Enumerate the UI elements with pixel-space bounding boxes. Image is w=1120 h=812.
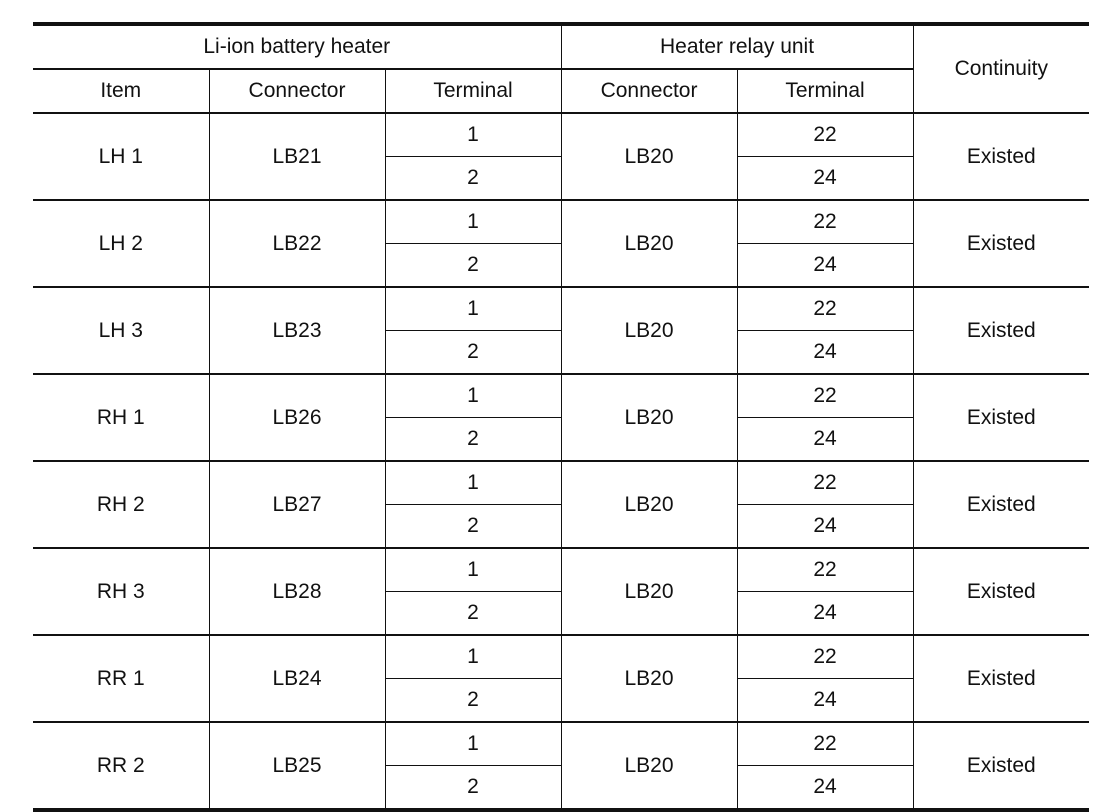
battery-terminal-cell: 1 — [385, 113, 561, 157]
battery-terminal-cell: 1 — [385, 461, 561, 505]
battery-connector-cell: LB25 — [209, 722, 385, 810]
relay-connector-cell: LB20 — [561, 722, 737, 810]
relay-terminal-cell: 22 — [737, 287, 913, 331]
battery-terminal-cell: 1 — [385, 722, 561, 766]
table-row — [33, 635, 1089, 679]
header-continuity: Continuity — [913, 24, 1089, 113]
table-body — [33, 113, 1089, 810]
relay-terminal-cell: 22 — [737, 113, 913, 157]
item-cell: LH 2 — [33, 200, 209, 287]
continuity-cell: Existed — [913, 635, 1089, 722]
relay-connector-cell: LB20 — [561, 287, 737, 374]
battery-connector-cell: LB27 — [209, 461, 385, 548]
relay-connector-cell: LB20 — [561, 461, 737, 548]
relay-terminal-cell: 22 — [737, 374, 913, 418]
continuity-cell: Existed — [913, 374, 1089, 461]
continuity-cell: Existed — [913, 287, 1089, 374]
battery-terminal-cell: 2 — [385, 505, 561, 549]
header-battery-terminal: Terminal — [385, 69, 561, 113]
battery-terminal-cell: 2 — [385, 157, 561, 201]
battery-connector-cell: LB26 — [209, 374, 385, 461]
battery-connector-cell: LB28 — [209, 548, 385, 635]
item-cell: RH 3 — [33, 548, 209, 635]
battery-terminal-cell: 2 — [385, 331, 561, 375]
battery-terminal-cell: 1 — [385, 287, 561, 331]
continuity-cell: Existed — [913, 548, 1089, 635]
relay-terminal-cell: 22 — [737, 548, 913, 592]
item-cell: RH 2 — [33, 461, 209, 548]
item-cell: RH 1 — [33, 374, 209, 461]
relay-terminal-cell: 22 — [737, 200, 913, 244]
header-relay-terminal: Terminal — [737, 69, 913, 113]
table-row — [33, 113, 1089, 157]
battery-terminal-cell: 1 — [385, 200, 561, 244]
battery-connector-cell: LB21 — [209, 113, 385, 200]
relay-terminal-cell: 24 — [737, 766, 913, 811]
relay-terminal-cell: 24 — [737, 331, 913, 375]
item-cell: RR 2 — [33, 722, 209, 810]
relay-connector-cell: LB20 — [561, 200, 737, 287]
battery-terminal-cell: 1 — [385, 548, 561, 592]
continuity-cell: Existed — [913, 461, 1089, 548]
relay-connector-cell: LB20 — [561, 113, 737, 200]
battery-terminal-cell: 2 — [385, 592, 561, 636]
table-row — [33, 200, 1089, 244]
battery-connector-cell: LB22 — [209, 200, 385, 287]
continuity-table — [33, 22, 1089, 812]
continuity-cell: Existed — [913, 200, 1089, 287]
relay-connector-cell: LB20 — [561, 635, 737, 722]
relay-terminal-cell: 24 — [737, 505, 913, 549]
relay-terminal-cell: 24 — [737, 244, 913, 288]
item-cell: LH 1 — [33, 113, 209, 200]
relay-terminal-cell: 22 — [737, 635, 913, 679]
header-battery-heater: Li-ion battery heater — [33, 24, 561, 69]
battery-terminal-cell: 2 — [385, 418, 561, 462]
item-cell: RR 1 — [33, 635, 209, 722]
table-row — [33, 548, 1089, 592]
table-row — [33, 461, 1089, 505]
relay-terminal-cell: 22 — [737, 461, 913, 505]
relay-terminal-cell: 24 — [737, 418, 913, 462]
relay-connector-cell: LB20 — [561, 548, 737, 635]
battery-connector-cell: LB24 — [209, 635, 385, 722]
battery-terminal-cell: 1 — [385, 635, 561, 679]
item-cell: LH 3 — [33, 287, 209, 374]
battery-terminal-cell: 2 — [385, 679, 561, 723]
table-row — [33, 722, 1089, 766]
battery-terminal-cell: 2 — [385, 766, 561, 811]
relay-terminal-cell: 24 — [737, 679, 913, 723]
relay-terminal-cell: 22 — [737, 722, 913, 766]
table-row — [33, 374, 1089, 418]
continuity-cell: Existed — [913, 113, 1089, 200]
continuity-cell: Existed — [913, 722, 1089, 810]
header-heater-relay-unit: Heater relay unit — [561, 24, 913, 69]
battery-terminal-cell: 2 — [385, 244, 561, 288]
relay-terminal-cell: 24 — [737, 157, 913, 201]
battery-connector-cell: LB23 — [209, 287, 385, 374]
header-item: Item — [33, 69, 209, 113]
battery-terminal-cell: 1 — [385, 374, 561, 418]
table-row — [33, 287, 1089, 331]
header-relay-connector: Connector — [561, 69, 737, 113]
header-battery-connector: Connector — [209, 69, 385, 113]
relay-connector-cell: LB20 — [561, 374, 737, 461]
relay-terminal-cell: 24 — [737, 592, 913, 636]
